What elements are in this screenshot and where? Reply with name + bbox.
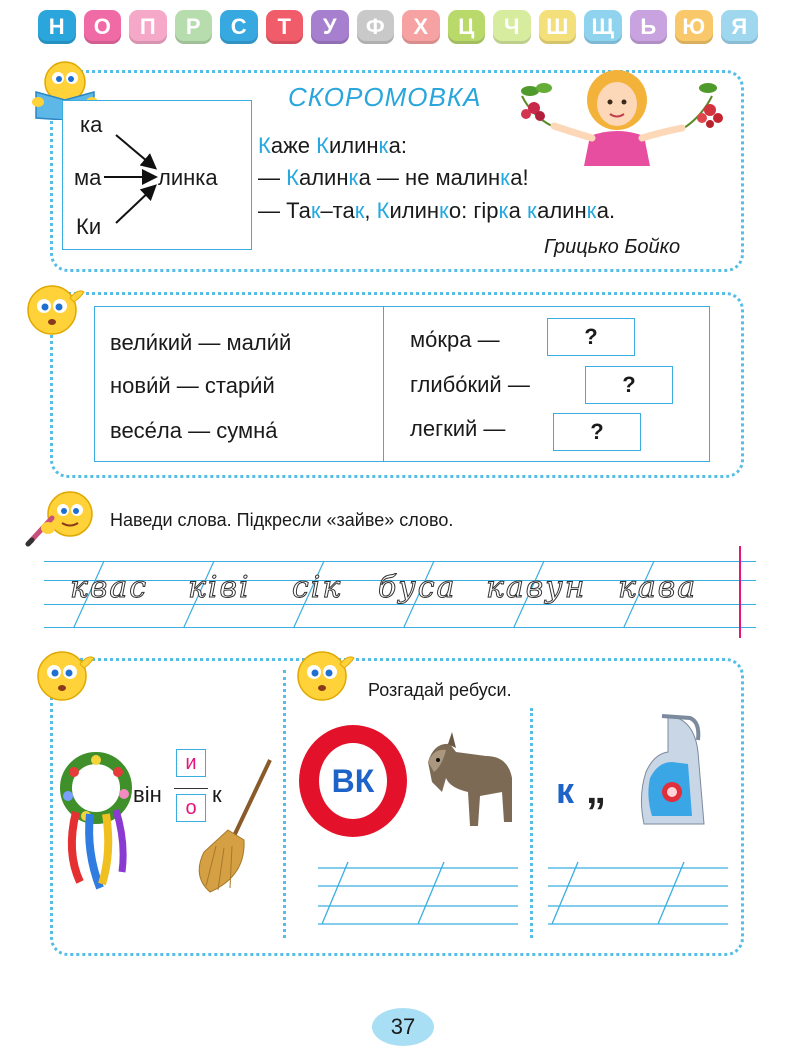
rebus-middle-text: ВК (331, 763, 375, 799)
answer-box-2[interactable]: ? (585, 366, 673, 404)
twister-segment: К (286, 165, 299, 190)
twister-segment: а! (510, 165, 529, 190)
iron-image (628, 712, 720, 837)
cursive-word-2: ківі (188, 570, 251, 605)
twister-segment: илин (389, 198, 440, 223)
rebus-right-text: к (556, 770, 575, 811)
twister-segment: к (348, 165, 359, 190)
writing-smiley-icon (22, 488, 102, 555)
alphabet-tile: П (129, 10, 167, 44)
margin-line (739, 546, 741, 638)
twister-segment: к (378, 133, 389, 158)
rebus-letter-box-1: и (176, 749, 206, 777)
twister-segment: о: гір (448, 198, 499, 223)
twister-segment: илин (328, 133, 379, 158)
thinking-smiley-icon-2 (32, 644, 98, 711)
twister-segment: К (258, 133, 271, 158)
twister-line-2 (258, 165, 529, 191)
cursive-word-5: кавун (486, 570, 587, 605)
alphabet-tile: Я (721, 10, 759, 44)
alphabet-tile: Ч (493, 10, 531, 44)
twister-segment: — Та (258, 198, 311, 223)
twister-segment: аже (270, 133, 317, 158)
twister-segment: К (316, 133, 329, 158)
rebus-left-prefix: він (133, 782, 162, 807)
rebus-heading: Розгадай ребуси. (368, 680, 512, 700)
antonym-pair-2: нови́й — стари́й (110, 373, 275, 398)
twister-author: Грицько Бойко (544, 236, 681, 258)
twister-segment: а — не малин (358, 165, 501, 190)
alphabet-tile: Ш (539, 10, 577, 44)
twister-segment: –та (320, 198, 355, 223)
rebus-divider-2 (530, 708, 533, 938)
twister-segment: , (364, 198, 377, 223)
twister-line-3 (258, 198, 615, 224)
table-divider (383, 306, 384, 461)
twister-segment: к (310, 198, 321, 223)
alphabet-tile: Х (402, 10, 440, 44)
twister-segment: — (258, 165, 287, 190)
cursive-word-1: квас (70, 570, 149, 605)
twister-segment: а: (388, 133, 408, 158)
rebus-left-suffix: к (212, 782, 222, 807)
broom-image (186, 756, 276, 901)
twister-segment: алин (537, 198, 587, 223)
twister-segment: к (526, 198, 538, 223)
twister-segment: к (354, 198, 365, 223)
syllable-arrows (100, 125, 170, 225)
syllable-ma: ма (74, 165, 102, 190)
twister-segment: к (439, 198, 449, 223)
twister-segment: К (376, 198, 390, 223)
twister-segment: а (508, 198, 527, 223)
twister-segment: алин (298, 165, 349, 190)
handwriting-instruction: Наведи слова. Підкресли «зайве» слово. (110, 510, 454, 530)
syllable-ka: ка (80, 112, 103, 137)
alphabet-strip (38, 10, 758, 44)
letter-o-image (294, 722, 412, 845)
cursive-word-6: кава (618, 570, 698, 605)
alphabet-tile: Ф (357, 10, 395, 44)
alphabet-tile: Т (266, 10, 304, 44)
twister-line-1 (258, 133, 407, 159)
antonym-word-2: глибо́кий — (410, 372, 530, 397)
antonym-word-3: легкий — (410, 416, 506, 441)
thinking-smiley-icon-3 (292, 644, 358, 711)
girl-with-berries-illustration (512, 66, 732, 171)
page-number: 37 (372, 1008, 434, 1046)
twister-segment: а. (596, 198, 616, 223)
twister-segment: к (586, 198, 597, 223)
alphabet-tile: Р (175, 10, 213, 44)
antonym-word-1: мо́кра — (410, 327, 500, 352)
alphabet-tile: Ю (675, 10, 713, 44)
syllable-target: линка (158, 165, 218, 190)
rebus-answer-lines-2 (548, 858, 728, 928)
alphabet-tile: Ц (448, 10, 486, 44)
twister-title: СКОРОМОВКА (288, 82, 482, 112)
wreath-image (56, 752, 136, 897)
cursive-word-3: сік (292, 570, 343, 605)
wolf-image (420, 722, 520, 837)
alphabet-tile: О (84, 10, 122, 44)
rebus-letter-box-2: о (176, 794, 206, 822)
syllable-ki: Ки (76, 214, 102, 239)
alphabet-tile: Ь (630, 10, 668, 44)
rebus-comma-marks: „ (586, 768, 606, 812)
answer-box-1[interactable]: ? (547, 318, 635, 356)
alphabet-tile: Н (38, 10, 76, 44)
twister-segment: к (500, 165, 511, 190)
alphabet-tile: Щ (584, 10, 622, 44)
twister-segment: к (498, 198, 509, 223)
alphabet-tile: У (311, 10, 349, 44)
rebus-answer-lines-1 (318, 858, 518, 928)
antonym-pair-1: вели́кий — мали́й (110, 330, 292, 355)
rebus-divider-1 (283, 670, 286, 938)
answer-box-3[interactable]: ? (553, 413, 641, 451)
alphabet-tile: С (220, 10, 258, 44)
antonym-pair-3: весе́ла — сумна́ (110, 418, 278, 443)
cursive-word-4: буса (378, 570, 457, 605)
thinking-smiley-icon (22, 278, 88, 345)
